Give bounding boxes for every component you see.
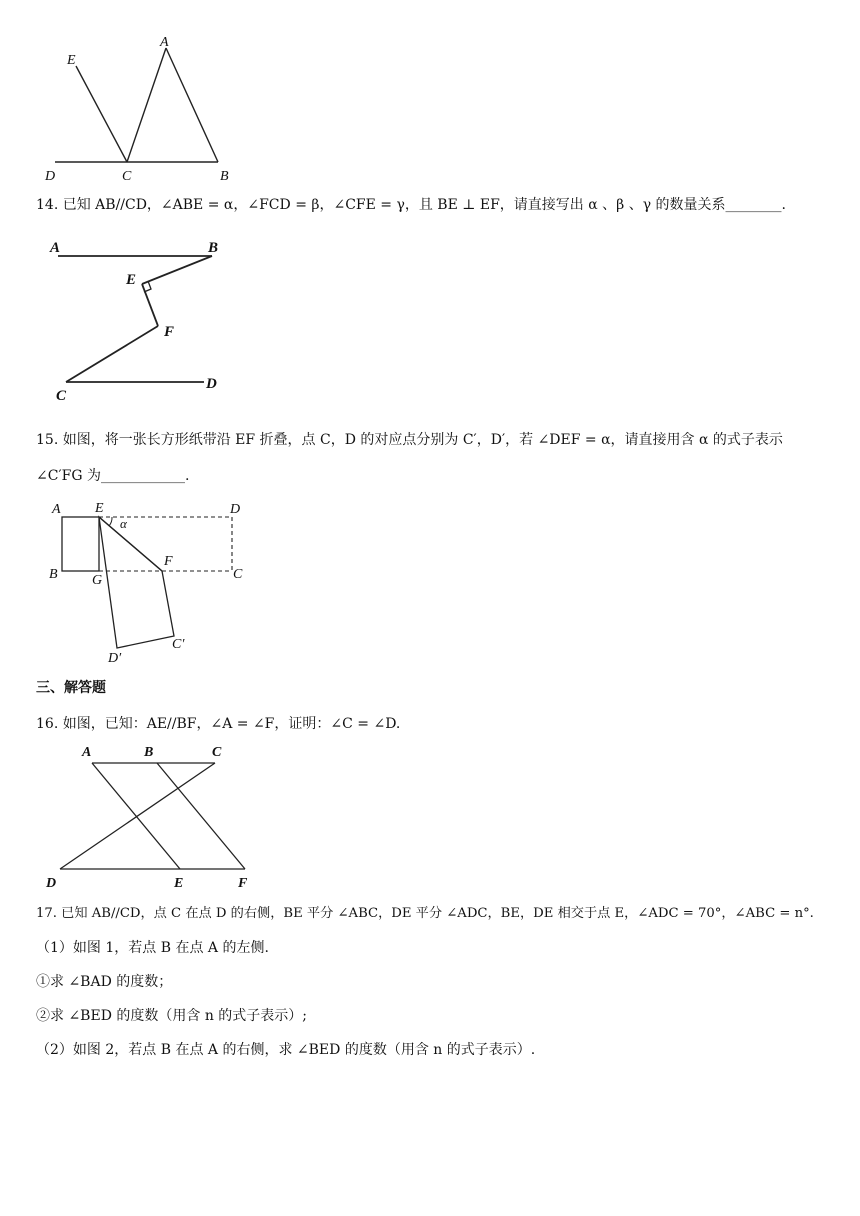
- label-e: E: [174, 876, 184, 891]
- rect-abge: [62, 517, 99, 571]
- line-ae: [92, 763, 180, 869]
- label-f: F: [238, 876, 248, 891]
- label-e: E: [95, 501, 104, 516]
- label-c-prime: C′: [172, 637, 185, 652]
- label-alpha: α: [120, 516, 127, 531]
- question-15-line1: 15. 如图，将一张长方形纸带沿 EF 折叠，点 C，D 的对应点分别为 C′，D′，若 ∠DEF = α，请直接用含 α 的式子表示: [36, 432, 783, 448]
- line-cd: [60, 763, 215, 869]
- label-g: G: [92, 573, 103, 588]
- folded-strip: [99, 517, 174, 648]
- label-d: D: [46, 876, 57, 891]
- label-f: F: [164, 324, 175, 340]
- label-f: F: [164, 554, 173, 569]
- label-a: A: [52, 502, 61, 517]
- line-be: [142, 256, 212, 284]
- question-17-part2: （2）如图 2，若点 B 在点 A 的右侧，求 ∠BED 的度数（用含 n 的式子表示）.: [36, 1042, 536, 1058]
- label-c: C: [122, 169, 132, 184]
- figure-q13: [40, 30, 250, 185]
- line-ef: [142, 284, 158, 326]
- label-c: C: [233, 567, 243, 582]
- label-b: B: [208, 240, 219, 256]
- line-fc: [66, 326, 158, 382]
- question-15-line2: ∠C′FG 为____________.: [36, 468, 190, 484]
- line-bf: [157, 763, 245, 869]
- label-b: B: [144, 745, 154, 760]
- label-d: D: [230, 502, 241, 517]
- question-14-text: 14. 已知 AB//CD，∠ABE = α，∠FCD = β，∠CFE = γ，且 BE ⊥ EF，请直接写出 α 、β 、γ 的数量关系________.: [36, 197, 786, 213]
- question-17-text: 17. 已知 AB//CD，点 C 在点 D 的右侧，BE 平分 ∠ABC，DE 平分 ∠ADC，BE，DE 相交于点 E，∠ADC = 70°，∠ABC = n°.: [36, 906, 814, 921]
- label-c: C: [56, 388, 67, 404]
- label-e: E: [67, 53, 76, 68]
- line-ec: [76, 66, 127, 162]
- figure-q14: [40, 232, 240, 404]
- label-a: A: [82, 745, 92, 760]
- label-d: D: [45, 169, 56, 184]
- figure-q16: [40, 742, 260, 892]
- figure-q15: [40, 498, 260, 670]
- label-c: C: [212, 745, 222, 760]
- question-17-sub2: ②求 ∠BED 的度数（用含 n 的式子表示）;: [36, 1008, 307, 1024]
- label-e: E: [126, 272, 137, 288]
- question-17-part1: （1）如图 1，若点 B 在点 A 的左侧.: [36, 940, 269, 956]
- label-b: B: [220, 169, 229, 184]
- label-b: B: [49, 567, 58, 582]
- label-a: A: [160, 35, 169, 50]
- line-ca: [127, 48, 166, 162]
- angle-arc: [109, 517, 112, 526]
- section-3-title: 三、解答题: [36, 680, 106, 696]
- question-16-text: 16. 如图，已知：AE//BF，∠A = ∠F，证明：∠C = ∠D.: [36, 716, 401, 732]
- label-d: D: [206, 376, 217, 392]
- label-d-prime: D′: [108, 651, 122, 666]
- question-17-sub1: ①求 ∠BAD 的度数；: [36, 974, 173, 990]
- label-a: A: [50, 240, 61, 256]
- line-ab: [166, 48, 218, 162]
